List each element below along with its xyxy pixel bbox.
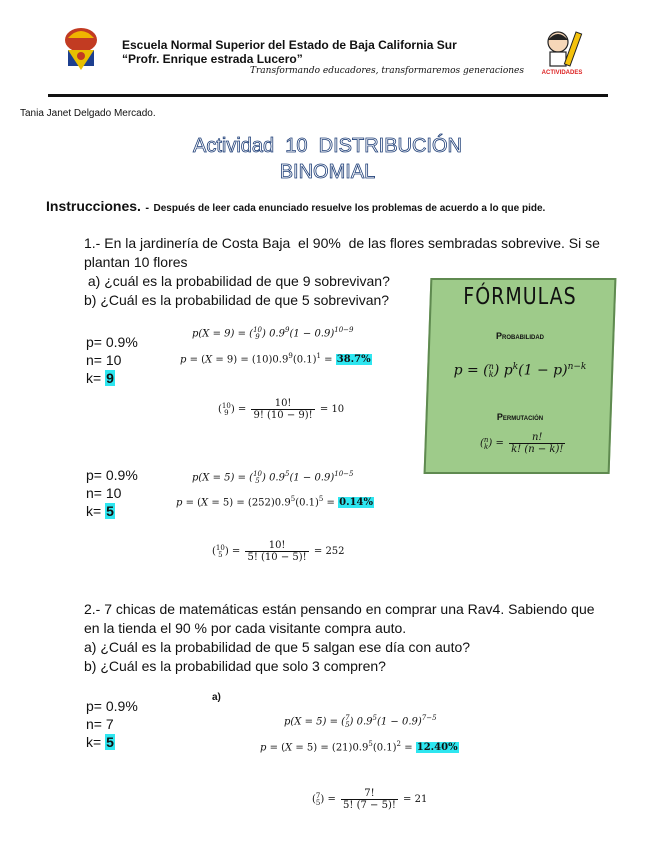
p2-n: n= 7 xyxy=(86,716,114,732)
p2-formula-1: p(X = 5) = (7 5) $0.9^5(1 - 0.9)^{7-5}$ xyxy=(284,714,437,730)
problem2-statement-line-2: en la tienda el 90 % por cada visitante compra auto. xyxy=(84,620,407,636)
p1b-combination: (10 5 ) = $\frac{10!}{5! (10 - 5)!}$ = 252 xyxy=(212,540,345,563)
school-logo xyxy=(60,24,102,72)
p1b-k-label: k= xyxy=(86,503,106,519)
activities-badge: ACTIVIDADES xyxy=(541,70,583,76)
school-subname: “Profr. Enrique estrada Lucero” xyxy=(122,52,303,66)
problem1-question-b: b) ¿Cuál es la probabilidad de que 5 sobrevivan? xyxy=(84,292,390,308)
p2-p: p= 0.9% xyxy=(86,698,138,714)
p1b-comb-value: 252 xyxy=(325,546,345,557)
problem2-question-a: a) ¿Cuál es la probabilidad de que 5 salgan ese día con auto? xyxy=(84,639,471,655)
p1a-k-label: k= xyxy=(86,370,106,386)
formulas-title: FÓRMULAS xyxy=(463,283,577,311)
p2-formula-2: $p = (X = 5) = (21)0.9^5(0.1)^2 = 12.40\%$ xyxy=(260,740,458,754)
instructions-label: Instrucciones. xyxy=(46,198,141,214)
school-name: Escuela Normal Superior del Estado de Baja California Sur xyxy=(122,38,457,52)
problem2-statement xyxy=(84,600,595,676)
title-line-2: BINOMIAL xyxy=(279,161,376,183)
p2-k-value: 5 xyxy=(106,734,114,750)
title-line-1: Actividad 10 DISTRIBUCIÓN xyxy=(193,135,462,157)
p1b-vars xyxy=(86,466,138,520)
p1b-result: 0.14% xyxy=(339,497,373,509)
problem1-statement-line-2: plantan 10 flores xyxy=(84,254,188,270)
p1a-formula-1: p(X = 9) = (10 9 ) $0.9^9(1 - 0.9)^{10-9}$ xyxy=(192,326,354,342)
p1b-n: n= 10 xyxy=(86,485,122,501)
probability-label: Probabilidad xyxy=(496,331,544,341)
p2-vars xyxy=(86,697,138,751)
p1a-result: 38.7% xyxy=(336,354,371,366)
p1b-p: p= 0.9% xyxy=(86,467,138,483)
page-title xyxy=(0,133,655,185)
problem1-question-a: a) ¿cuál es la probabilidad de que 9 sobrevivan? xyxy=(84,273,390,289)
p2-label-a: a) xyxy=(212,692,221,703)
p1b-formula-2: $p = (X = 5) = (252)0.9^5(0.1)^5 = 0.14\%$ xyxy=(176,495,373,509)
instructions-dash: - xyxy=(145,202,150,214)
permutation-formula: (n k) = $\frac{n!}{k! (n - k)!}$ xyxy=(480,432,564,455)
p2-combination: (7 5) = $\frac{7!}{5! (7 - 5)!}$ = 21 xyxy=(312,788,428,811)
p1a-formula-2: $p = (X = 9) = (10)0.9^9(0.1)^1 = 38.7\%$ xyxy=(180,352,371,366)
p1a-n: n= 10 xyxy=(86,352,122,368)
probability-formula: p = (n k) $p^k(1 - p)^{n-k}$ xyxy=(453,361,587,379)
problem2-statement-line-1: 2.- 7 chicas de matemáticas están pensando en comprar una Rav4. Sabiendo que xyxy=(84,601,595,617)
p1b-k-row xyxy=(86,502,138,520)
instructions-text: Después de leer cada enunciado resuelve los problemas de acuerdo a lo que pide. xyxy=(153,203,546,214)
problem1-statement-line-1: 1.- En la jardinería de Costa Baja el 90% de las flores sembradas sobrevive. Si se xyxy=(84,235,600,251)
p2-comb-value: 21 xyxy=(414,794,428,805)
problem2-question-b: b) ¿Cuál es la probabilidad que solo 3 compren? xyxy=(84,658,386,674)
p1b-k-value: 5 xyxy=(106,503,114,519)
author-name: Tania Janet Delgado Mercado. xyxy=(20,108,156,119)
school-motto: Transformando educadores, transformaremos generaciones xyxy=(250,66,524,76)
p1b-formula-1: p(X = 5) = (10 5 ) $0.9^5(1 - 0.9)^{10-5}$ xyxy=(192,470,354,486)
p1a-vars xyxy=(86,333,138,387)
p2-k-label: k= xyxy=(86,734,106,750)
permutation-label: Permutación xyxy=(496,412,544,422)
p2-k-row xyxy=(86,733,138,751)
activities-icon xyxy=(536,28,588,80)
header-rule xyxy=(48,94,608,97)
p1a-k-row xyxy=(86,369,138,387)
p2-coef: 21 xyxy=(335,742,349,754)
p1a-comb-value: 10 xyxy=(331,404,345,415)
p1a-combination: (10 9 ) = $\frac{10!}{9! (10 - 9)!}$ = 10 xyxy=(218,398,345,421)
instructions xyxy=(46,198,545,216)
p2-result: 12.40% xyxy=(416,742,458,754)
p1a-p: p= 0.9% xyxy=(86,334,138,350)
p1a-k-value: 9 xyxy=(106,370,114,386)
p1b-coef: 252 xyxy=(251,497,271,509)
